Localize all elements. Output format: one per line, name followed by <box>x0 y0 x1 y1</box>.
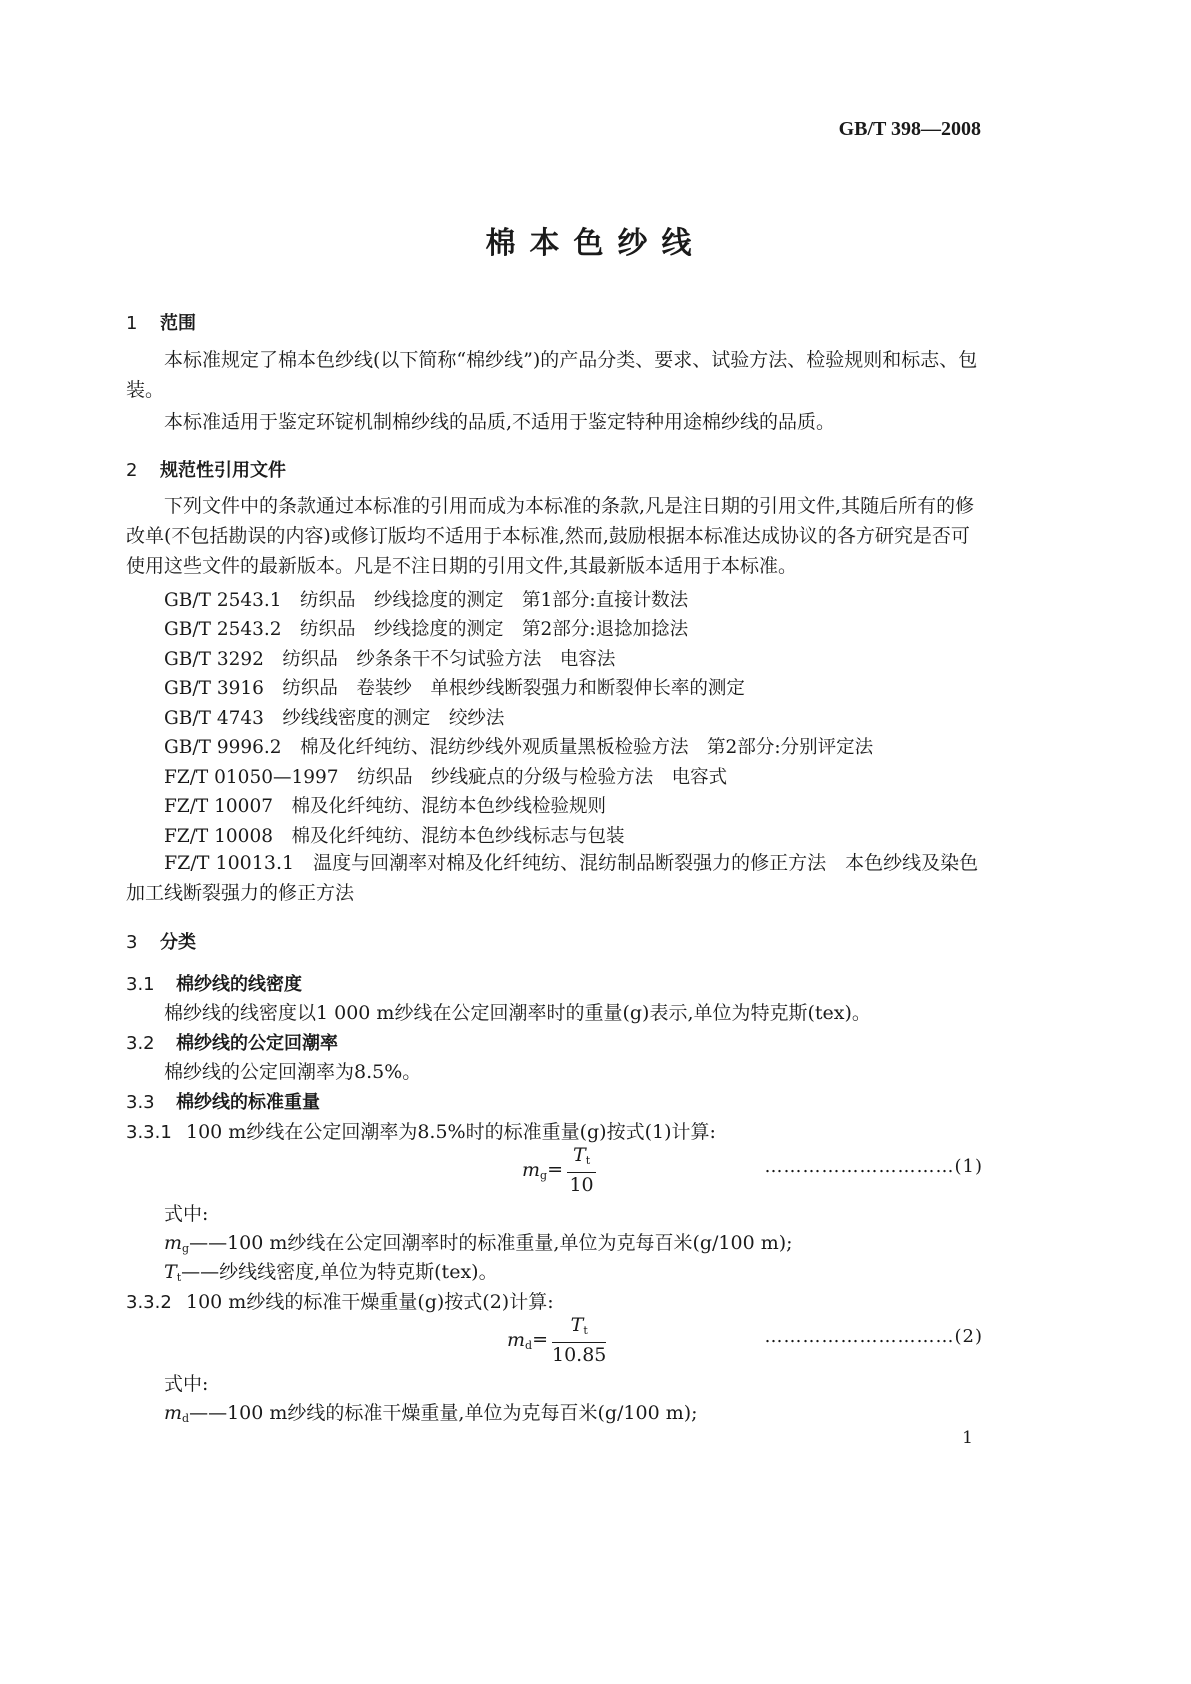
subsection-number: 3.3 <box>126 1092 155 1113</box>
section-number: 2 <box>126 460 138 481</box>
definition-symbol: m <box>164 1232 183 1254</box>
formula-symbol: m <box>522 1158 541 1181</box>
formula-subscript: t <box>585 1154 591 1167</box>
definition-mg <box>164 1228 793 1255</box>
section-2-intro: 下列文件中的条款通过本标准的引用而成为本标准的条款,凡是注日期的引用文件,其随后所有的修改单(不包括勘误的内容)或修订版均不适用于本标准,然而,鼓励根据本标准达成协议的各方研究是否可使用这些文件的最新版本。凡是不注日期的引用文件,其最新版本适用于本标准。 <box>126 495 975 577</box>
reference-item-last: FZ/T 10013.1 温度与回潮率对棉及化纤纯纺、混纺制品断裂强力的修正方法 本色纱线及染色加工线断裂强力的修正方法 <box>126 852 979 904</box>
definition-md <box>164 1398 698 1425</box>
formula-lhs <box>507 1329 532 1351</box>
subsection-title: 棉纱线的公定回潮率 <box>176 1033 338 1054</box>
fraction-denominator: 10.85 <box>552 1344 607 1366</box>
formula-subscript: g <box>540 1168 548 1182</box>
subsection-3-3-heading <box>126 1088 320 1114</box>
equals-sign: = <box>547 1158 563 1181</box>
subsection-text: 100 m纱线在公定回潮率为8.5%时的标准重量(g)按式(1)计算: <box>186 1121 716 1143</box>
subsection-title: 棉纱线的标准重量 <box>176 1092 320 1113</box>
formula-subscript: t <box>583 1324 588 1337</box>
formula-fraction <box>567 1144 596 1197</box>
equation-number-1: …………………………(1) <box>764 1156 983 1177</box>
subsection-number: 3.1 <box>126 974 155 995</box>
formula-symbol: T <box>570 1314 584 1336</box>
subsection-3-1-text: 棉纱线的线密度以1 000 m纱线在公定回潮率时的重量(g)表示,单位为特克斯(tex)。 <box>164 1002 871 1024</box>
subsection-3-3-1 <box>126 1117 716 1144</box>
equation-number-2: …………………………(2) <box>764 1326 983 1347</box>
section-number: 1 <box>126 313 138 334</box>
subsection-3-3-2 <box>126 1287 554 1314</box>
reference-item: FZ/T 10007 棉及化纤纯纺、混纺本色纱线检验规则 <box>164 796 606 817</box>
section-1-paragraph-1: 本标准规定了棉本色纱线(以下简称“棉纱线”)的产品分类、要求、试验方法、检验规则和标志、包装。 <box>126 349 978 401</box>
formula-subscript: d <box>525 1338 533 1352</box>
reference-item: GB/T 2543.2 纺织品 纱线捻度的测定 第2部分:退捻加捻法 <box>164 619 689 640</box>
subsection-text: 100 m纱线的标准干燥重量(g)按式(2)计算: <box>186 1291 554 1313</box>
definition-text: ——100 m纱线在公定回潮率时的标准重量,单位为克每百米(g/100 m); <box>189 1232 793 1254</box>
subsection-number: 3.3.2 <box>126 1292 172 1313</box>
definition-text: ——100 m纱线的标准干燥重量,单位为克每百米(g/100 m); <box>189 1402 698 1424</box>
where-label: 式中: <box>164 1203 209 1225</box>
formula-2 <box>507 1314 606 1367</box>
subsection-3-2-heading <box>126 1029 338 1055</box>
fraction-numerator <box>567 1144 596 1173</box>
subsection-number: 3.3.1 <box>126 1122 172 1143</box>
standard-number: GB/T 398—2008 <box>838 118 981 140</box>
definition-subscript: d <box>182 1412 190 1425</box>
section-number: 3 <box>126 932 138 953</box>
subsection-3-1-heading <box>126 970 302 996</box>
formula-symbol: T <box>573 1144 586 1166</box>
document-title: 棉本色纱线 <box>485 226 706 261</box>
section-title: 规范性引用文件 <box>160 460 286 481</box>
definition-symbol: m <box>164 1402 183 1424</box>
subsection-3-2-text: 棉纱线的公定回潮率为8.5%。 <box>164 1061 422 1083</box>
reference-item: GB/T 9996.2 棉及化纤纯纺、混纺纱线外观质量黑板检验方法 第2部分:分别评定法 <box>164 737 874 758</box>
section-title: 分类 <box>160 932 196 953</box>
subsection-title: 棉纱线的线密度 <box>176 974 302 995</box>
fraction-denominator: 10 <box>569 1174 594 1196</box>
formula-1 <box>522 1144 596 1197</box>
formula-lhs <box>522 1159 547 1181</box>
reference-item: GB/T 3292 纺织品 纱条条干不匀试验方法 电容法 <box>164 649 616 670</box>
reference-item: GB/T 4743 纱线线密度的测定 绞纱法 <box>164 708 505 729</box>
definition-subscript: g <box>182 1242 190 1255</box>
fraction-numerator <box>552 1314 606 1343</box>
definition-tt <box>164 1257 498 1284</box>
section-3-heading <box>126 928 196 954</box>
definition-text: ——纱线线密度,单位为特克斯(tex)。 <box>181 1261 498 1283</box>
section-1-paragraph-2: 本标准适用于鉴定环锭机制棉纱线的品质,不适用于鉴定特种用途棉纱线的品质。 <box>164 411 836 433</box>
formula-fraction <box>552 1314 606 1367</box>
definition-symbol: T <box>164 1261 177 1283</box>
section-1-heading <box>126 309 196 335</box>
equals-sign: = <box>532 1328 548 1351</box>
definition-subscript: t <box>176 1271 182 1284</box>
section-2-heading <box>126 456 286 482</box>
reference-item: FZ/T 01050—1997 纺织品 纱线疵点的分级与检验方法 电容式 <box>164 767 728 788</box>
reference-item: GB/T 3916 纺织品 卷装纱 单根纱线断裂强力和断裂伸长率的测定 <box>164 678 745 699</box>
section-title: 范围 <box>160 313 196 334</box>
subsection-number: 3.2 <box>126 1033 155 1054</box>
page-number: 1 <box>962 1428 973 1448</box>
reference-item: FZ/T 10008 棉及化纤纯纺、混纺本色纱线标志与包装 <box>164 826 625 847</box>
formula-symbol: m <box>507 1328 526 1351</box>
reference-item: GB/T 2543.1 纺织品 纱线捻度的测定 第1部分:直接计数法 <box>164 590 689 611</box>
where-label: 式中: <box>164 1373 209 1395</box>
